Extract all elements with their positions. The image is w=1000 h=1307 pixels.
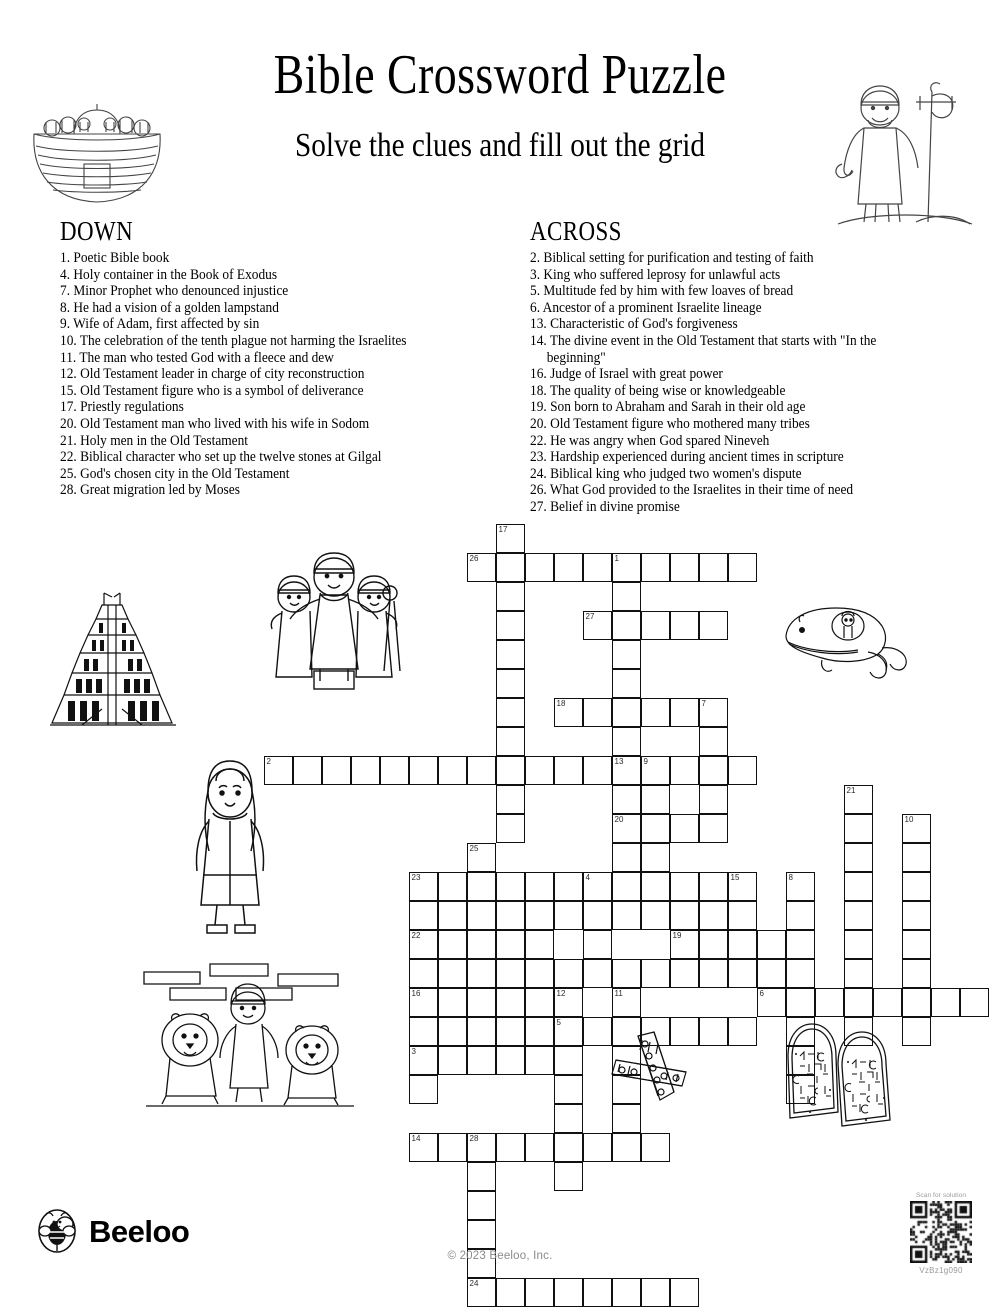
grid-cell-number: 10 xyxy=(904,815,914,824)
grid-cell-number: 13 xyxy=(614,757,624,766)
grid-cell[interactable] xyxy=(583,930,612,959)
grid-cell-number: 19 xyxy=(672,931,682,940)
grid-cell[interactable] xyxy=(467,1046,496,1075)
daniel-lions-illustration xyxy=(140,958,360,1108)
grid-cell-number: 12 xyxy=(556,989,566,998)
clue-text: Minor Prophet who denounced injustice xyxy=(70,283,289,300)
grid-cell[interactable] xyxy=(438,959,467,988)
grid-cell[interactable] xyxy=(554,1162,583,1191)
woman-figure-illustration xyxy=(183,755,278,940)
grid-cell[interactable] xyxy=(496,756,525,785)
grid-cell[interactable] xyxy=(699,611,728,640)
grid-cell[interactable] xyxy=(583,1133,612,1162)
clue-number: 14. xyxy=(530,332,547,349)
grid-cell[interactable] xyxy=(902,988,931,1017)
clue-text: Judge of Israel with great power xyxy=(546,366,723,383)
grid-cell[interactable] xyxy=(728,553,757,582)
clue-text: Ancestor of a prominent Israelite lineage xyxy=(540,299,762,316)
grid-cell[interactable] xyxy=(815,988,844,1017)
grid-cell-number: 8 xyxy=(788,873,793,882)
tower-of-babel-illustration xyxy=(42,583,182,735)
grid-cell[interactable] xyxy=(525,553,554,582)
grid-cell[interactable] xyxy=(873,988,902,1017)
grid-cell[interactable] xyxy=(467,1162,496,1191)
grid-cell-start-5[interactable] xyxy=(554,1017,583,1046)
clue-text: Biblical king who judged two women's dispute xyxy=(546,465,802,482)
grid-cell-start-19[interactable] xyxy=(670,930,699,959)
grid-cell[interactable] xyxy=(525,1017,554,1046)
clue-number: 7. xyxy=(60,283,71,300)
qr-solution-block[interactable] xyxy=(908,1192,974,1275)
grid-cell[interactable] xyxy=(902,1017,931,1046)
grid-cell-start-23[interactable] xyxy=(409,872,438,901)
clue-number: 19. xyxy=(530,399,547,416)
grid-cell[interactable] xyxy=(786,959,815,988)
grid-cell-start-11[interactable] xyxy=(612,988,641,1017)
grid-cell[interactable] xyxy=(670,756,699,785)
grid-cell[interactable] xyxy=(670,872,699,901)
clue-text: Old Testament figure who mothered many tribes xyxy=(546,415,810,432)
grid-cell[interactable] xyxy=(612,611,641,640)
grid-cell[interactable] xyxy=(670,553,699,582)
grid-cell[interactable] xyxy=(467,1017,496,1046)
grid-cell[interactable] xyxy=(438,756,467,785)
clue-text: Son born to Abraham and Sarah in their old age xyxy=(546,399,806,416)
grid-cell[interactable] xyxy=(641,698,670,727)
grid-cell[interactable] xyxy=(757,930,786,959)
grid-cell[interactable] xyxy=(351,756,380,785)
clue-text: Multitude fed by him with few loaves of bread xyxy=(540,283,794,300)
grid-cell[interactable] xyxy=(612,785,641,814)
ten-commandments-tablets-illustration xyxy=(780,1020,902,1130)
clue-text: What God provided to the Israelites in their time of need xyxy=(546,482,854,499)
grid-cell-start-13[interactable] xyxy=(612,756,641,785)
clue-number: 17. xyxy=(60,399,77,416)
clue-number: 28. xyxy=(60,482,77,499)
grid-cell[interactable] xyxy=(554,1046,583,1075)
grid-cell-number: 16 xyxy=(411,989,421,998)
grid-cell-start-17[interactable] xyxy=(496,524,525,553)
grid-cell[interactable] xyxy=(467,988,496,1017)
grid-cell[interactable] xyxy=(699,901,728,930)
grid-cell[interactable] xyxy=(612,1133,641,1162)
grid-cell[interactable] xyxy=(641,1133,670,1162)
grid-cell[interactable] xyxy=(438,988,467,1017)
grid-cell[interactable] xyxy=(409,901,438,930)
clue-number: 11. xyxy=(60,349,77,366)
clue-number: 6. xyxy=(530,299,541,316)
grid-cell[interactable] xyxy=(699,930,728,959)
grid-cell[interactable] xyxy=(612,640,641,669)
grid-cell[interactable] xyxy=(612,698,641,727)
grid-cell[interactable] xyxy=(844,814,873,843)
grid-cell[interactable] xyxy=(786,901,815,930)
brand-name: Beeloo xyxy=(89,1213,190,1249)
grid-cell[interactable] xyxy=(612,669,641,698)
grid-cell[interactable] xyxy=(583,901,612,930)
grid-cell[interactable] xyxy=(960,988,989,1017)
grid-cell[interactable] xyxy=(902,843,931,872)
grid-cell[interactable] xyxy=(670,959,699,988)
grid-cell[interactable] xyxy=(670,901,699,930)
grid-cell-number: 5 xyxy=(556,1018,561,1027)
grid-cell[interactable] xyxy=(670,814,699,843)
grid-cell[interactable] xyxy=(554,959,583,988)
grid-cell[interactable] xyxy=(699,727,728,756)
three-figures-illustration xyxy=(258,545,410,695)
grid-cell-number: 6 xyxy=(759,989,764,998)
clue-text: Characteristic of God's forgiveness xyxy=(546,316,738,333)
grid-cell[interactable] xyxy=(902,959,931,988)
grid-cell-start-14[interactable] xyxy=(409,1133,438,1162)
grid-cell-number: 27 xyxy=(585,612,595,621)
clue-number: 22. xyxy=(530,432,547,449)
grid-cell[interactable] xyxy=(844,988,873,1017)
grid-cell-start-16[interactable] xyxy=(409,988,438,1017)
grid-cell[interactable] xyxy=(583,553,612,582)
grid-cell[interactable] xyxy=(699,1017,728,1046)
grid-cell[interactable] xyxy=(728,756,757,785)
clue-number: 4. xyxy=(60,266,71,283)
bee-icon xyxy=(36,1208,78,1254)
beeloo-logo xyxy=(36,1208,189,1254)
grid-cell[interactable] xyxy=(496,1017,525,1046)
clue-text: He was angry when God spared Nineveh xyxy=(546,432,770,449)
grid-cell-number: 11 xyxy=(614,989,623,998)
clue-text: Belief in divine promise xyxy=(546,498,680,515)
clue-text: Biblical setting for purification and testing of faith xyxy=(540,250,814,266)
grid-cell-number: 17 xyxy=(498,525,508,534)
grid-cell-start-20[interactable] xyxy=(612,814,641,843)
clue-text: Old Testament man who lived with his wife in Sodom xyxy=(76,415,370,432)
clue-number: 1. xyxy=(60,250,71,266)
grid-cell[interactable] xyxy=(496,901,525,930)
grid-cell[interactable] xyxy=(641,901,670,930)
grid-cell[interactable] xyxy=(467,901,496,930)
grid-cell[interactable] xyxy=(496,698,525,727)
grid-cell[interactable] xyxy=(641,872,670,901)
grid-cell[interactable] xyxy=(554,872,583,901)
grid-cell-number: 3 xyxy=(411,1047,416,1056)
grid-cell[interactable] xyxy=(554,553,583,582)
grid-cell[interactable] xyxy=(438,1133,467,1162)
grid-cell[interactable] xyxy=(438,1046,467,1075)
grid-cell[interactable] xyxy=(641,814,670,843)
grid-cell[interactable] xyxy=(409,756,438,785)
grid-cell[interactable] xyxy=(844,959,873,988)
grid-cell-number: 4 xyxy=(585,873,590,882)
grid-cell[interactable] xyxy=(293,756,322,785)
grid-cell[interactable] xyxy=(728,959,757,988)
across-heading: ACROSS xyxy=(530,216,622,246)
grid-cell[interactable] xyxy=(496,553,525,582)
grid-cell[interactable] xyxy=(583,756,612,785)
grid-cell-number: 20 xyxy=(614,815,624,824)
grid-cell[interactable] xyxy=(612,872,641,901)
grid-cell-start-27[interactable] xyxy=(583,611,612,640)
clue-text: The quality of being wise or knowledgeable xyxy=(546,382,786,399)
grid-cell[interactable] xyxy=(496,582,525,611)
grid-cell[interactable] xyxy=(699,756,728,785)
clue-number: 9. xyxy=(60,316,71,333)
grid-cell-number: 26 xyxy=(469,554,479,563)
grid-cell[interactable] xyxy=(496,1046,525,1075)
grid-cell[interactable] xyxy=(554,756,583,785)
grid-cell[interactable] xyxy=(844,843,873,872)
grid-cell[interactable] xyxy=(525,1133,554,1162)
grid-cell-number: 24 xyxy=(469,1279,479,1288)
clue-number: 3. xyxy=(530,266,541,283)
grid-cell[interactable] xyxy=(409,1017,438,1046)
grid-cell-start-9[interactable] xyxy=(641,756,670,785)
grid-cell[interactable] xyxy=(496,611,525,640)
grid-cell-number: 23 xyxy=(411,873,421,882)
grid-cell[interactable] xyxy=(554,901,583,930)
clue-number: 22. xyxy=(60,449,77,466)
grid-cell[interactable] xyxy=(641,959,670,988)
grid-cell-start-26[interactable] xyxy=(467,553,496,582)
clue-text: Hardship experienced during ancient times in scripture xyxy=(546,449,844,466)
grid-cell[interactable] xyxy=(728,1017,757,1046)
grid-cell[interactable] xyxy=(844,930,873,959)
grid-cell[interactable] xyxy=(467,872,496,901)
grid-cell[interactable] xyxy=(409,959,438,988)
grid-cell[interactable] xyxy=(554,1133,583,1162)
grid-cell-start-1[interactable] xyxy=(612,553,641,582)
grid-cell-number: 7 xyxy=(701,699,706,708)
grid-cell-start-15[interactable] xyxy=(728,872,757,901)
grid-cell[interactable] xyxy=(699,553,728,582)
grid-cell-number: 14 xyxy=(411,1134,421,1143)
grid-cell[interactable] xyxy=(612,901,641,930)
grid-cell[interactable] xyxy=(583,959,612,988)
grid-cell[interactable] xyxy=(554,1075,583,1104)
grid-cell[interactable] xyxy=(844,901,873,930)
copyright-text: © 2023 Beeloo, Inc. xyxy=(447,1250,553,1262)
grid-cell-number: 15 xyxy=(730,873,740,882)
grid-cell[interactable] xyxy=(902,901,931,930)
grid-cell-number: 18 xyxy=(556,699,566,708)
grid-cell[interactable] xyxy=(496,959,525,988)
grid-cell[interactable] xyxy=(496,988,525,1017)
clue-text: He had a vision of a golden lampstand xyxy=(70,299,279,316)
grid-cell[interactable] xyxy=(525,901,554,930)
clue-text: Wife of Adam, first affected by sin xyxy=(70,316,260,333)
whale-jonah-illustration xyxy=(782,598,912,684)
clue-number: 27. xyxy=(530,498,547,515)
grid-cell[interactable] xyxy=(525,1046,554,1075)
clue-text: The man who tested God with a fleece and dew xyxy=(76,349,334,366)
clue-number: 25. xyxy=(60,465,77,482)
clue-text: Great migration led by Moses xyxy=(76,482,240,499)
clue-text: Old Testament leader in charge of city reconstruction xyxy=(76,366,365,383)
clue-text: The celebration of the tenth plague not harming the Israelites xyxy=(76,332,407,349)
grid-cell[interactable] xyxy=(612,582,641,611)
grid-cell[interactable] xyxy=(525,872,554,901)
clue-text: Biblical character who set up the twelve stones at Gilgal xyxy=(76,449,382,466)
grid-cell[interactable] xyxy=(467,756,496,785)
clue-text: King who suffered leprosy for unlawful acts xyxy=(540,266,781,283)
grid-cell[interactable] xyxy=(728,930,757,959)
grid-cell-start-8[interactable] xyxy=(786,872,815,901)
grid-cell[interactable] xyxy=(438,1017,467,1046)
grid-cell[interactable] xyxy=(641,843,670,872)
clue-number: 2. xyxy=(530,250,541,266)
grid-cell[interactable] xyxy=(641,553,670,582)
grid-cell[interactable] xyxy=(699,814,728,843)
grid-cell[interactable] xyxy=(496,872,525,901)
clue-text: Holy container in the Book of Exodus xyxy=(70,266,278,283)
grid-cell[interactable] xyxy=(612,843,641,872)
grid-cell[interactable] xyxy=(467,930,496,959)
grid-cell[interactable] xyxy=(380,756,409,785)
clue-number: 8. xyxy=(60,299,71,316)
clue-text: Poetic Bible book xyxy=(70,250,170,266)
grid-cell[interactable] xyxy=(438,872,467,901)
clue-text: Priestly regulations xyxy=(76,399,184,416)
grid-cell-start-21[interactable] xyxy=(844,785,873,814)
grid-cell[interactable] xyxy=(786,930,815,959)
clue-number: 5. xyxy=(530,283,541,300)
grid-cell[interactable] xyxy=(612,727,641,756)
grid-cell[interactable] xyxy=(496,930,525,959)
grid-cell[interactable] xyxy=(931,988,960,1017)
grid-cell[interactable] xyxy=(496,727,525,756)
clue-text: Holy men in the Old Testament xyxy=(76,432,249,449)
clue-text: Old Testament figure who is a symbol of deliverance xyxy=(76,382,364,399)
grid-cell-start-6[interactable] xyxy=(757,988,786,1017)
clue-text: The divine event in the Old Testament that starts with "In the beginning" xyxy=(546,332,877,366)
cross-illustration xyxy=(602,1030,694,1116)
grid-cell[interactable] xyxy=(496,640,525,669)
grid-cell[interactable] xyxy=(409,1075,438,1104)
grid-cell-number: 28 xyxy=(469,1134,479,1143)
grid-cell-start-10[interactable] xyxy=(902,814,931,843)
grid-cell[interactable] xyxy=(902,872,931,901)
grid-cell[interactable] xyxy=(525,959,554,988)
clue-number: 15. xyxy=(60,382,77,399)
grid-cell[interactable] xyxy=(525,756,554,785)
grid-cell[interactable] xyxy=(496,669,525,698)
grid-cell[interactable] xyxy=(467,959,496,988)
grid-cell[interactable] xyxy=(757,959,786,988)
grid-cell[interactable] xyxy=(583,698,612,727)
grid-cell[interactable] xyxy=(786,988,815,1017)
grid-cell-number: 9 xyxy=(643,757,648,766)
grid-cell[interactable] xyxy=(438,901,467,930)
clue-number: 24. xyxy=(530,465,547,482)
grid-cell[interactable] xyxy=(641,785,670,814)
clue-number: 12. xyxy=(60,366,77,383)
grid-cell[interactable] xyxy=(728,901,757,930)
grid-cell[interactable] xyxy=(496,1133,525,1162)
page-title: Bible Crossword Puzzle xyxy=(273,44,727,106)
clue-number: 20. xyxy=(60,415,77,432)
grid-cell[interactable] xyxy=(670,698,699,727)
grid-cell-number: 1 xyxy=(614,554,619,563)
qr-code-image[interactable] xyxy=(910,1201,972,1263)
grid-cell-start-28[interactable] xyxy=(467,1133,496,1162)
grid-cell[interactable] xyxy=(438,930,467,959)
page-subtitle: Solve the clues and fill out the grid xyxy=(294,127,706,164)
grid-cell[interactable] xyxy=(670,611,699,640)
grid-cell-number: 22 xyxy=(411,931,421,940)
clue-text: God's chosen city in the Old Testament xyxy=(76,465,290,482)
grid-cell[interactable] xyxy=(844,872,873,901)
down-heading: DOWN xyxy=(60,216,134,246)
grid-cell[interactable] xyxy=(699,785,728,814)
grid-cell-start-18[interactable] xyxy=(554,698,583,727)
grid-cell[interactable] xyxy=(496,785,525,814)
grid-cell-start-3[interactable] xyxy=(409,1046,438,1075)
clue-number: 20. xyxy=(530,415,547,432)
grid-cell-number: 2 xyxy=(266,757,271,766)
qr-id-text: VzBz1g090 xyxy=(919,1266,963,1275)
grid-cell-number: 21 xyxy=(846,786,856,795)
grid-cell-start-25[interactable] xyxy=(467,843,496,872)
clue-number: 13. xyxy=(530,316,547,333)
clue-number: 21. xyxy=(60,432,77,449)
grid-cell-start-7[interactable] xyxy=(699,698,728,727)
qr-caption: Scan for solution xyxy=(915,1192,967,1199)
grid-cell-number: 25 xyxy=(469,844,479,853)
clue-number: 16. xyxy=(530,366,547,383)
grid-cell[interactable] xyxy=(525,988,554,1017)
clue-number: 18. xyxy=(530,382,547,399)
clue-number: 23. xyxy=(530,449,547,466)
grid-cell[interactable] xyxy=(902,930,931,959)
grid-cell[interactable] xyxy=(641,611,670,640)
grid-cell-start-12[interactable] xyxy=(554,988,583,1017)
grid-cell[interactable] xyxy=(612,959,641,988)
clue-number: 10. xyxy=(60,332,77,349)
grid-cell-start-22[interactable] xyxy=(409,930,438,959)
grid-cell[interactable] xyxy=(699,959,728,988)
grid-cell[interactable] xyxy=(525,930,554,959)
clue-number: 26. xyxy=(530,482,547,499)
grid-cell[interactable] xyxy=(496,814,525,843)
grid-cell[interactable] xyxy=(699,872,728,901)
grid-cell-start-4[interactable] xyxy=(583,872,612,901)
grid-cell[interactable] xyxy=(554,1104,583,1133)
page-footer xyxy=(0,1190,1000,1294)
grid-cell[interactable] xyxy=(322,756,351,785)
